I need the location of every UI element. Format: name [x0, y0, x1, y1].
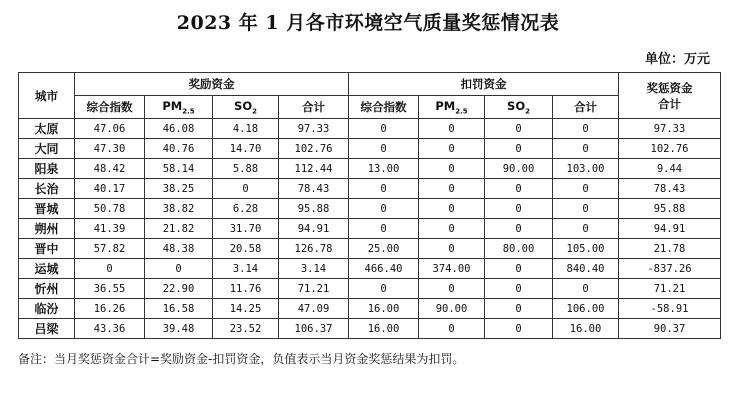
- cell-r-idx: 40.17: [75, 179, 145, 199]
- cell-p-sum: 0: [553, 179, 619, 199]
- cell-r-pm: 46.08: [145, 119, 213, 139]
- cell-p-idx: 16.00: [349, 319, 419, 339]
- cell-r-sum: 78.43: [279, 179, 349, 199]
- cell-r-pm: 22.90: [145, 279, 213, 299]
- table-row: [19, 319, 721, 339]
- cell-city: 临汾: [19, 299, 75, 319]
- cell-p-sum: 0: [553, 219, 619, 239]
- cell-total: 94.91: [619, 219, 721, 239]
- cell-p-so2: 0: [485, 319, 553, 339]
- cell-r-pm: 21.82: [145, 219, 213, 239]
- cell-p-idx: 0: [349, 279, 419, 299]
- cell-p-so2: 0: [485, 279, 553, 299]
- cell-p-idx: 0: [349, 119, 419, 139]
- cell-p-idx: 466.40: [349, 259, 419, 279]
- cell-city: 太原: [19, 119, 75, 139]
- cell-r-pm: 0: [145, 259, 213, 279]
- cell-r-so2: 4.18: [213, 119, 279, 139]
- cell-p-so2: 0: [485, 299, 553, 319]
- cell-p-sum: 16.00: [553, 319, 619, 339]
- cell-p-so2: 90.00: [485, 159, 553, 179]
- header-total-line2: 合计: [658, 96, 681, 111]
- cell-p-sum: 105.00: [553, 239, 619, 259]
- table-row: [19, 279, 721, 299]
- cell-total: 21.78: [619, 239, 721, 259]
- cell-p-sum: 0: [553, 199, 619, 219]
- footnote: 备注：当月奖惩资金合计=奖励资金-扣罚资金，负值表示当月资金奖惩结果为扣罚。: [18, 352, 465, 366]
- cell-r-so2: 14.25: [213, 299, 279, 319]
- cell-total: -837.26: [619, 259, 721, 279]
- header-reward-so2: [213, 96, 279, 119]
- table-row: [19, 159, 721, 179]
- cell-city: 晋城: [19, 199, 75, 219]
- cell-city: 忻州: [19, 279, 75, 299]
- cell-r-idx: 47.06: [75, 119, 145, 139]
- cell-r-sum: 112.44: [279, 159, 349, 179]
- cell-total: 95.88: [619, 199, 721, 219]
- cell-r-so2: 23.52: [213, 319, 279, 339]
- cell-r-pm: 40.76: [145, 139, 213, 159]
- pm-label: PM: [435, 98, 456, 113]
- cell-city: 吕梁: [19, 319, 75, 339]
- cell-r-idx: 50.78: [75, 199, 145, 219]
- cell-p-idx: 0: [349, 179, 419, 199]
- cell-p-idx: 0: [349, 139, 419, 159]
- so-label: SO: [234, 98, 253, 113]
- cell-p-so2: 0: [485, 179, 553, 199]
- cell-r-idx: 41.39: [75, 219, 145, 239]
- cell-p-so2: 0: [485, 259, 553, 279]
- cell-r-pm: 16.58: [145, 299, 213, 319]
- cell-r-idx: 43.36: [75, 319, 145, 339]
- cell-r-pm: 38.82: [145, 199, 213, 219]
- cell-r-so2: 5.88: [213, 159, 279, 179]
- cell-p-idx: 0: [349, 199, 419, 219]
- cell-r-so2: 11.76: [213, 279, 279, 299]
- cell-r-pm: 39.48: [145, 319, 213, 339]
- table-row: [19, 259, 721, 279]
- cell-p-so2: 0: [485, 199, 553, 219]
- cell-p-pm: 0: [419, 159, 485, 179]
- cell-city: 晋中: [19, 239, 75, 259]
- table-row: [19, 139, 721, 159]
- cell-r-idx: 0: [75, 259, 145, 279]
- pm-sub: 2.5: [455, 107, 468, 116]
- cell-p-pm: 0: [419, 199, 485, 219]
- cell-city: 运城: [19, 259, 75, 279]
- table-row: [19, 219, 721, 239]
- cell-r-sum: 126.78: [279, 239, 349, 259]
- cell-r-so2: 6.28: [213, 199, 279, 219]
- cell-p-so2: 0: [485, 139, 553, 159]
- cell-p-pm: 0: [419, 219, 485, 239]
- table-row: [19, 239, 721, 259]
- cell-p-pm: 0: [419, 239, 485, 259]
- cell-total: 78.43: [619, 179, 721, 199]
- table-row: [19, 199, 721, 219]
- cell-p-pm: 374.00: [419, 259, 485, 279]
- cell-r-sum: 95.88: [279, 199, 349, 219]
- cell-r-pm: 48.38: [145, 239, 213, 259]
- header-city: 城市: [19, 73, 75, 119]
- cell-p-sum: 0: [553, 139, 619, 159]
- cell-total: 9.44: [619, 159, 721, 179]
- table-body: [19, 119, 721, 339]
- cell-p-sum: 106.00: [553, 299, 619, 319]
- cell-r-idx: 16.26: [75, 299, 145, 319]
- cell-r-sum: 47.09: [279, 299, 349, 319]
- page-title: 2023 年 1 月各市环境空气质量奖惩情况表: [176, 12, 560, 34]
- header-total-line1: 奖惩资金: [646, 80, 693, 95]
- cell-p-pm: 90.00: [419, 299, 485, 319]
- header-penalty-sum: 合计: [553, 96, 619, 119]
- cell-city: 长治: [19, 179, 75, 199]
- cell-total: 71.21: [619, 279, 721, 299]
- cell-r-idx: 47.30: [75, 139, 145, 159]
- header-penalty-group: 扣罚资金: [349, 73, 619, 96]
- so-label: SO: [507, 98, 526, 113]
- header-reward-group: 奖励资金: [75, 73, 349, 96]
- cell-p-pm: 0: [419, 179, 485, 199]
- cell-p-pm: 0: [419, 279, 485, 299]
- table-row: [19, 119, 721, 139]
- cell-r-idx: 57.82: [75, 239, 145, 259]
- cell-r-pm: 58.14: [145, 159, 213, 179]
- cell-city: 阳泉: [19, 159, 75, 179]
- cell-p-pm: 0: [419, 319, 485, 339]
- header-reward-pm25: [145, 96, 213, 119]
- so-sub: 2: [252, 107, 257, 116]
- pm-label: PM: [162, 98, 183, 113]
- cell-p-pm: 0: [419, 119, 485, 139]
- cell-p-idx: 25.00: [349, 239, 419, 259]
- cell-r-idx: 36.55: [75, 279, 145, 299]
- cell-r-sum: 97.33: [279, 119, 349, 139]
- cell-p-so2: 0: [485, 119, 553, 139]
- cell-r-sum: 94.91: [279, 219, 349, 239]
- cell-r-so2: 20.58: [213, 239, 279, 259]
- cell-p-idx: 0: [349, 219, 419, 239]
- header-reward-index: 综合指数: [75, 96, 145, 119]
- cell-r-sum: 3.14: [279, 259, 349, 279]
- so-sub: 2: [525, 107, 530, 116]
- cell-total: 102.76: [619, 139, 721, 159]
- cell-total: -58.91: [619, 299, 721, 319]
- header-total: [619, 73, 721, 119]
- cell-p-sum: 840.40: [553, 259, 619, 279]
- cell-p-pm: 0: [419, 139, 485, 159]
- cell-city: 大同: [19, 139, 75, 159]
- header-penalty-so2: [485, 96, 553, 119]
- cell-r-pm: 38.25: [145, 179, 213, 199]
- unit-label: 单位：万元: [644, 52, 710, 67]
- cell-p-sum: 103.00: [553, 159, 619, 179]
- cell-r-so2: 3.14: [213, 259, 279, 279]
- pm-sub: 2.5: [182, 107, 195, 116]
- cell-r-idx: 48.42: [75, 159, 145, 179]
- cell-total: 90.37: [619, 319, 721, 339]
- cell-r-so2: 31.70: [213, 219, 279, 239]
- header-reward-sum: 合计: [279, 96, 349, 119]
- cell-p-idx: 16.00: [349, 299, 419, 319]
- table-row: [19, 299, 721, 319]
- cell-p-sum: 0: [553, 279, 619, 299]
- cell-r-so2: 0: [213, 179, 279, 199]
- cell-p-idx: 13.00: [349, 159, 419, 179]
- header-penalty-pm25: [419, 96, 485, 119]
- cell-r-sum: 102.76: [279, 139, 349, 159]
- cell-p-so2: 80.00: [485, 239, 553, 259]
- cell-total: 97.33: [619, 119, 721, 139]
- reward-penalty-table: [18, 72, 721, 339]
- cell-r-sum: 71.21: [279, 279, 349, 299]
- cell-p-so2: 0: [485, 219, 553, 239]
- table-row: [19, 179, 721, 199]
- cell-r-sum: 106.37: [279, 319, 349, 339]
- cell-r-so2: 14.70: [213, 139, 279, 159]
- cell-p-sum: 0: [553, 119, 619, 139]
- cell-city: 朔州: [19, 219, 75, 239]
- header-penalty-index: 综合指数: [349, 96, 419, 119]
